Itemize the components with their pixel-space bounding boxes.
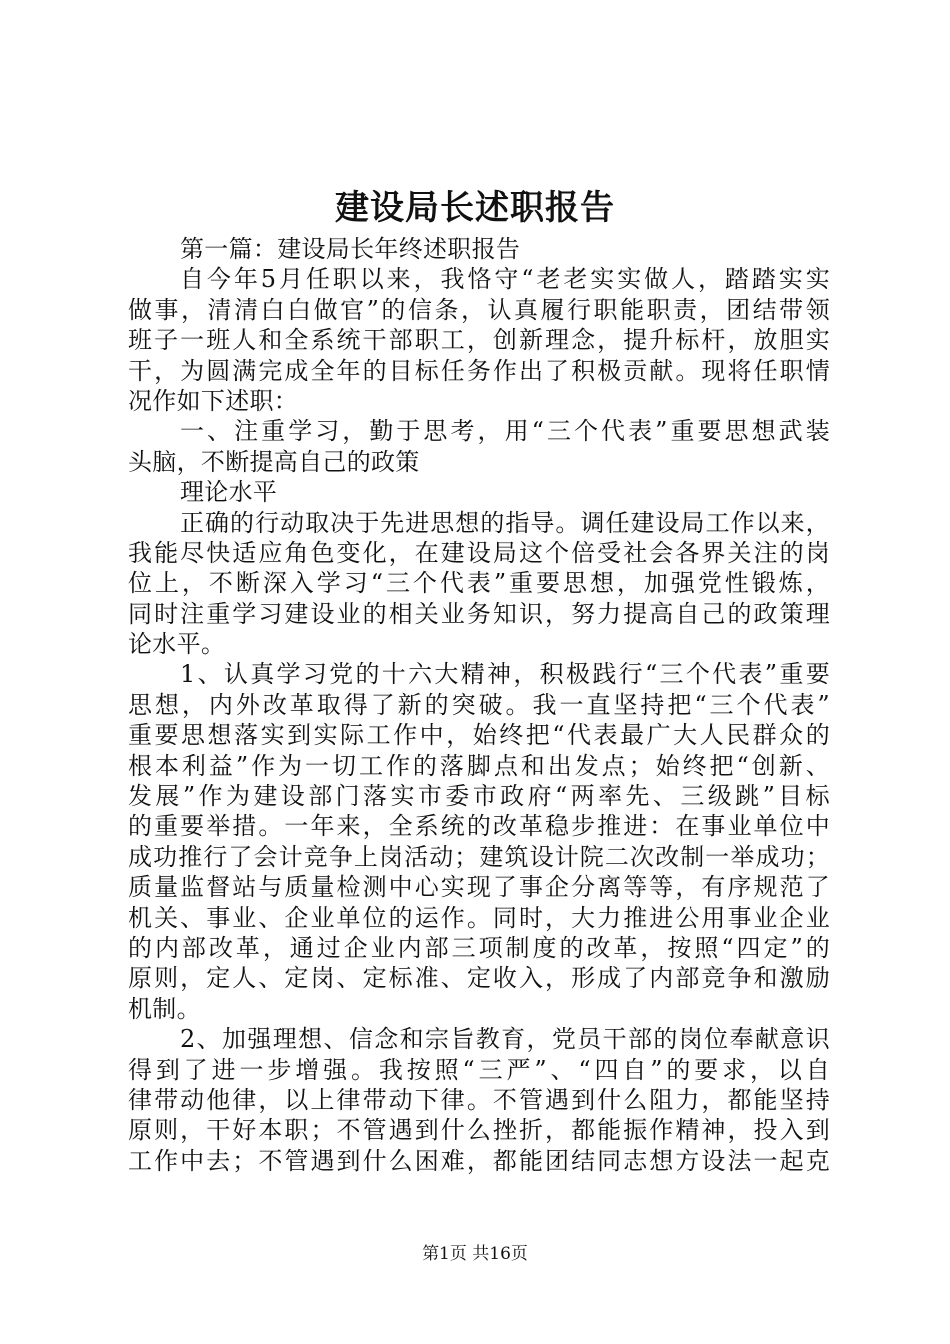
- text-line: 做事，清清白白做官”的信条，认真履行职能职责，团结带领: [128, 295, 830, 324]
- text-line: 机制。: [128, 994, 201, 1023]
- text-line: 得到了进一步增强。我按照“三严”、“四自”的要求，以自: [128, 1055, 830, 1084]
- text-line: 理论水平: [180, 478, 278, 507]
- text-line: 同时注重学习建设业的相关业务知识，努力提高自己的政策理: [128, 599, 830, 628]
- text-line: 质量监督站与质量检测中心实现了事企分离等等，有序规范了: [128, 873, 830, 902]
- text-line: 班子一班人和全系统干部职工，创新理念，提升标杆，放胆实: [128, 326, 830, 355]
- text-line: 自今年5月任职以来，我恪守“老老实实做人，踏踏实实: [180, 265, 830, 294]
- document-body: [128, 234, 830, 1176]
- text-line: 思想，内外改革取得了新的突破。我一直坚持把“三个代表”: [128, 690, 830, 719]
- text-line: 论水平。: [128, 630, 226, 659]
- text-line: 一、注重学习，勤于思考，用“三个代表”重要思想武装: [180, 417, 830, 446]
- text-line: 机关、事业、企业单位的运作。同时，大力推进公用事业企业: [128, 903, 830, 932]
- text-line: 头脑，不断提高自己的政策: [128, 447, 420, 476]
- text-line: 原则，干好本职；不管遇到什么挫折，都能振作精神，投入到: [128, 1116, 830, 1145]
- text-line: 的重要举措。一年来，全系统的改革稳步推进：在事业单位中: [128, 812, 830, 841]
- text-line: 成功推行了会计竞争上岗活动；建筑设计院二次改制一举成功；: [128, 842, 830, 871]
- page-number-footer: 第1页 共16页: [422, 1244, 528, 1264]
- text-line: 1、认真学习党的十六大精神，积极践行“三个代表”重要: [180, 660, 830, 689]
- text-line: 我能尽快适应角色变化，在建设局这个倍受社会各界关注的岗: [128, 538, 830, 567]
- text-line: 正确的行动取决于先进思想的指导。调任建设局工作以来，: [180, 508, 830, 537]
- document-title: 建设局长述职报告: [335, 188, 615, 228]
- text-line: 的内部改革，通过企业内部三项制度的改革，按照“四定”的: [128, 933, 830, 962]
- text-line: 位上，不断深入学习“三个代表”重要思想，加强党性锻炼，: [128, 569, 830, 598]
- text-line-section-heading: 第一篇：建设局长年终述职报告: [180, 235, 521, 263]
- text-line: 发展”作为建设部门落实市委市政府“两率先、三级跳”目标: [128, 782, 830, 811]
- text-line: 工作中去；不管遇到什么困难，都能团结同志想方设法一起克: [128, 1146, 830, 1175]
- text-line: 况作如下述职：: [128, 386, 299, 415]
- text-line: 干，为圆满完成全年的目标任务作出了积极贡献。现将任职情: [128, 356, 830, 385]
- text-line: 重要思想落实到实际工作中，始终把“代表最广大人民群众的: [128, 721, 830, 750]
- text-line: 根本利益”作为一切工作的落脚点和出发点；始终把“创新、: [128, 751, 830, 780]
- text-line: 律带动他律，以上律带动下律。不管遇到什么阻力，都能坚持: [128, 1085, 830, 1114]
- text-line: 原则，定人、定岗、定标准、定收入，形成了内部竞争和激励: [128, 964, 830, 993]
- text-line: 2、加强理想、信念和宗旨教育，党员干部的岗位奉献意识: [180, 1025, 830, 1054]
